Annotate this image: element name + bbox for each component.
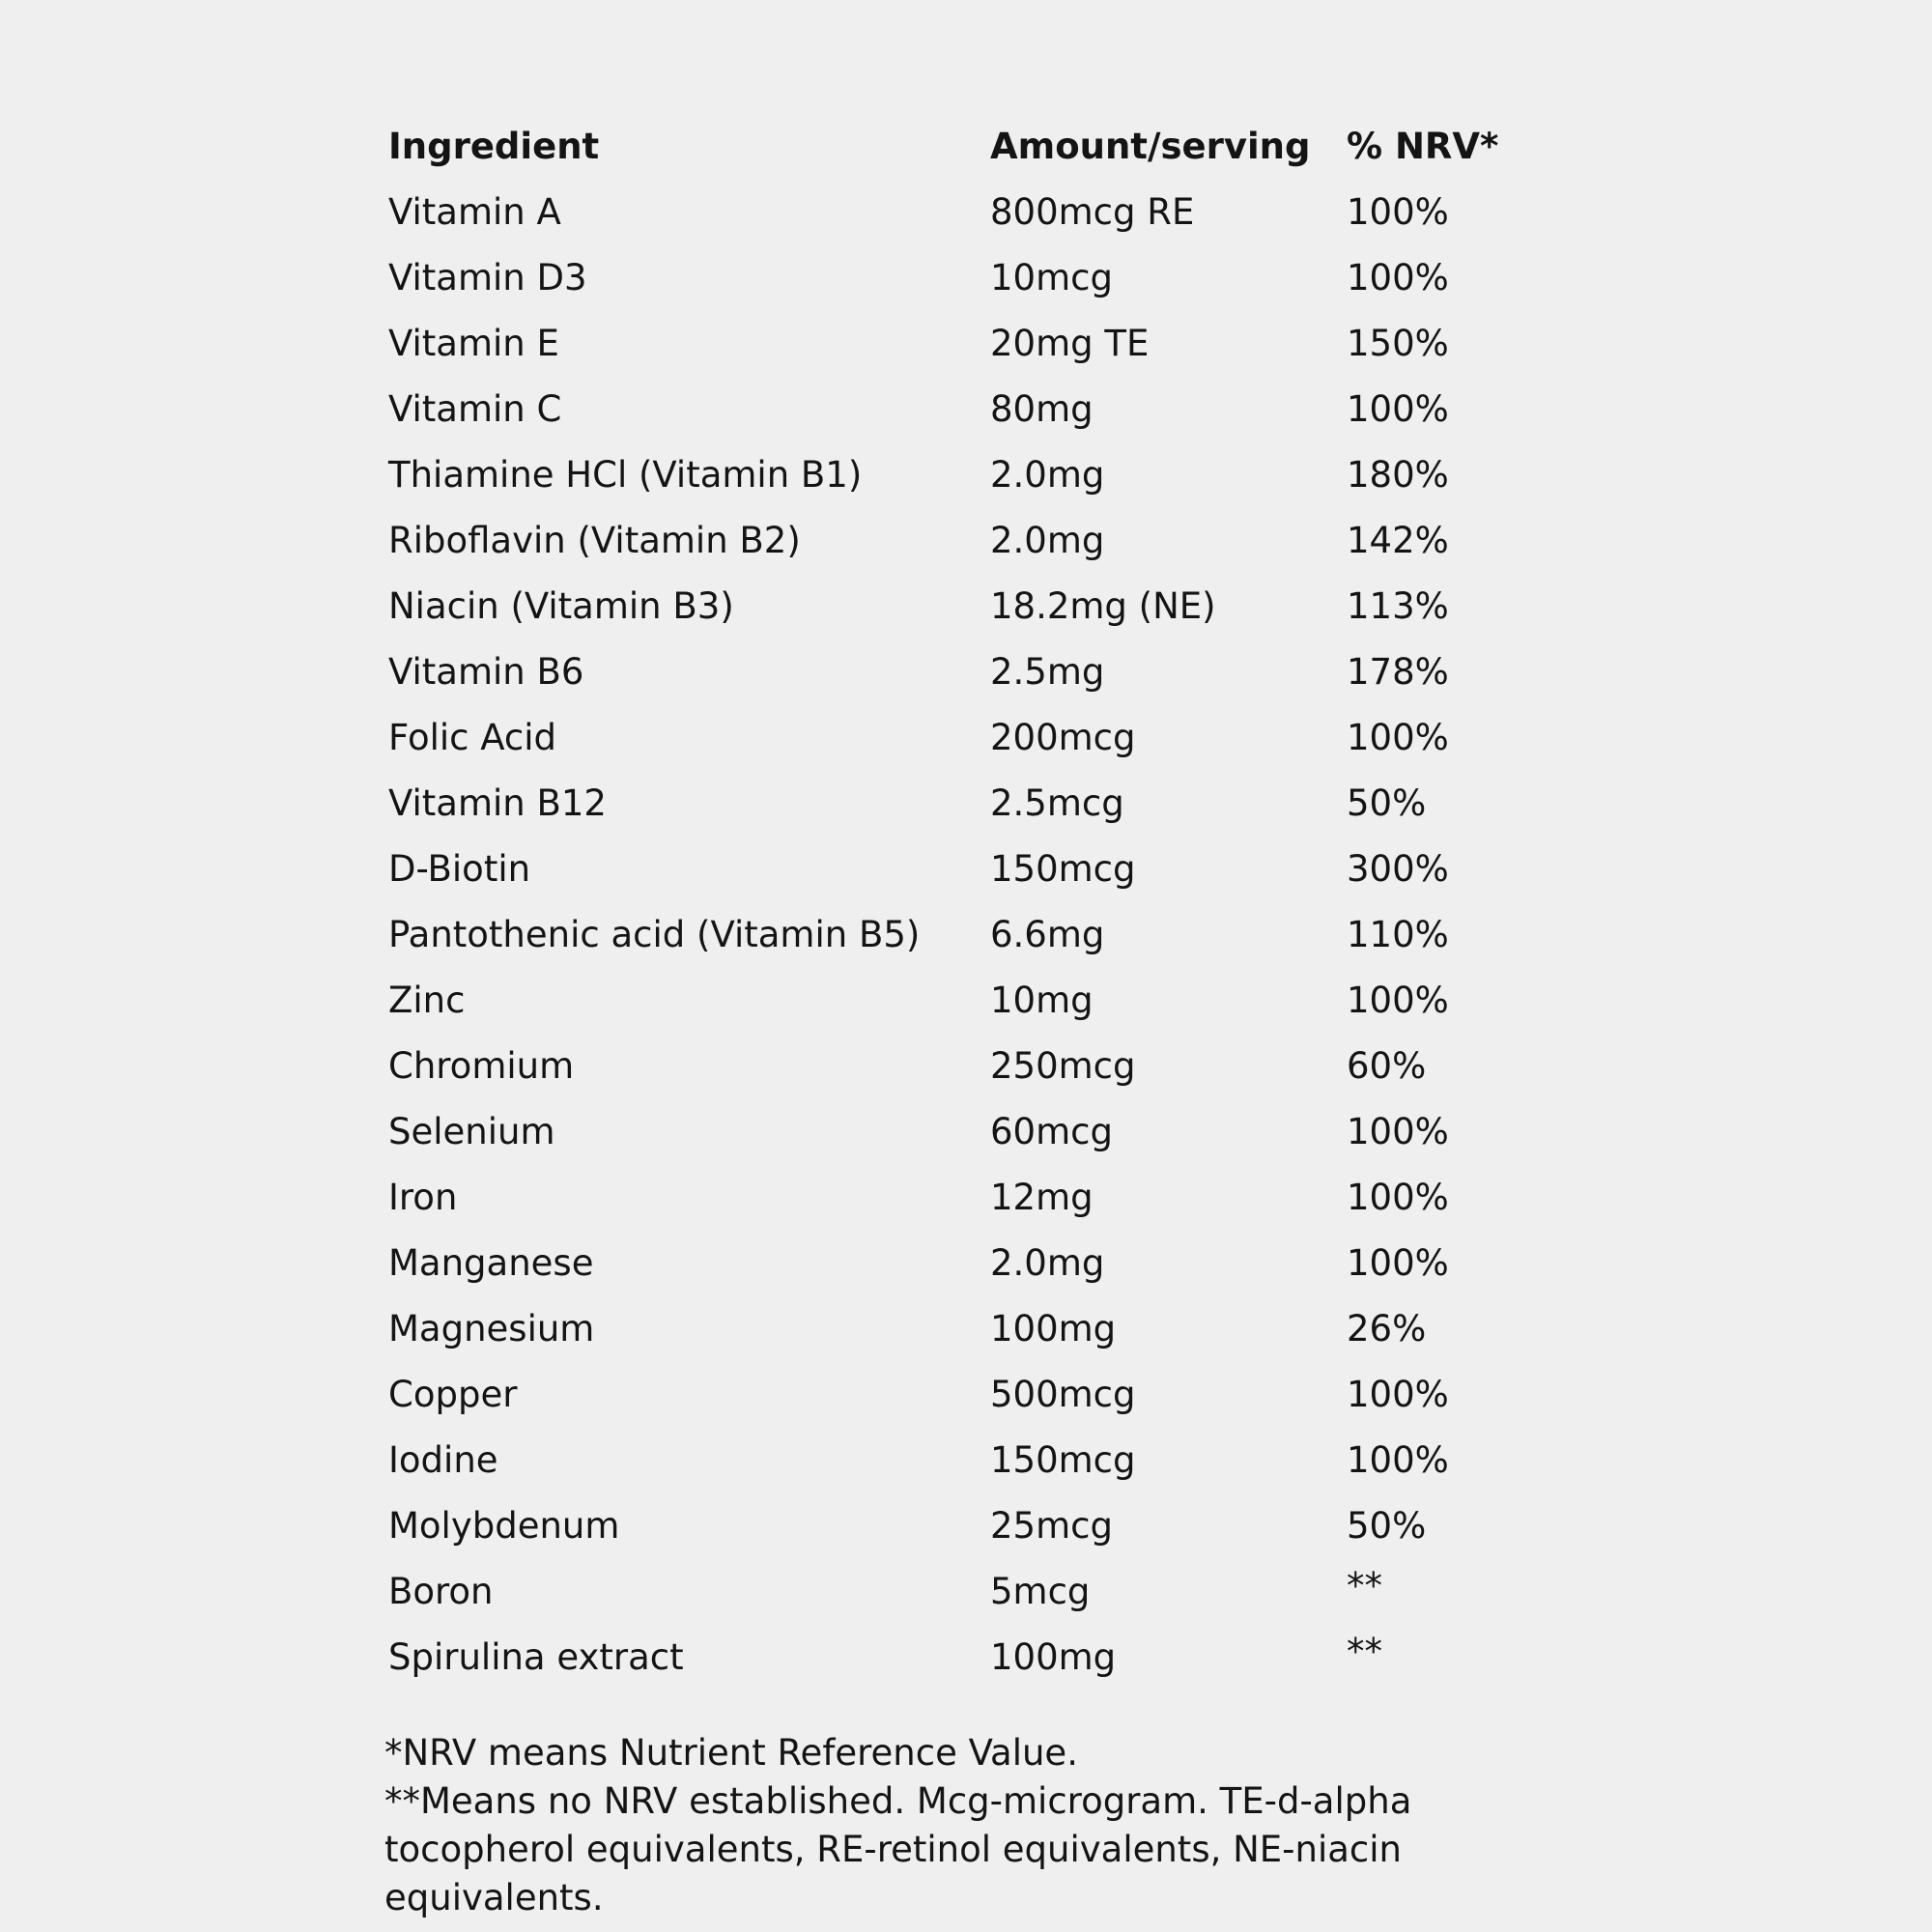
table-row <box>388 1165 1605 1231</box>
nrv-cell: 100% <box>1347 1111 1449 1152</box>
table-row <box>388 1625 1605 1690</box>
ingredient-cell: Manganese <box>388 1242 594 1284</box>
ingredient-cell: Chromium <box>388 1045 575 1087</box>
table-row <box>388 902 1605 968</box>
ingredient-cell: Zinc <box>388 980 466 1021</box>
footnote-nrv-definition: *NRV means Nutrient Reference Value. <box>384 1732 1078 1774</box>
ingredient-cell: Niacin (Vitamin B3) <box>388 585 734 627</box>
table-row <box>388 705 1605 771</box>
ingredient-cell: Vitamin E <box>388 323 559 364</box>
amount-cell: 150mcg <box>990 1439 1136 1481</box>
header-amount: Amount/serving <box>990 126 1311 167</box>
ingredient-cell: Vitamin B6 <box>388 651 584 693</box>
amount-cell: 5mcg <box>990 1571 1091 1612</box>
table-row <box>388 771 1605 837</box>
table-row <box>388 1231 1605 1296</box>
nrv-cell: 142% <box>1347 520 1449 561</box>
ingredient-cell: Vitamin B12 <box>388 782 607 824</box>
nutrition-panel <box>384 114 1605 1922</box>
amount-cell: 18.2mg (NE) <box>990 585 1216 627</box>
table-row <box>388 1099 1605 1165</box>
ingredient-cell: Vitamin D3 <box>388 257 587 298</box>
amount-cell: 250mcg <box>990 1045 1136 1087</box>
ingredient-cell: Thiamine HCl (Vitamin B1) <box>388 454 863 496</box>
amount-cell: 20mg TE <box>990 323 1150 364</box>
ingredient-cell: Boron <box>388 1571 494 1612</box>
ingredient-cell: Vitamin A <box>388 191 561 233</box>
amount-cell: 500mcg <box>990 1374 1136 1415</box>
table-header-row <box>388 114 1605 180</box>
amount-cell: 6.6mg <box>990 914 1105 955</box>
nrv-cell: 150% <box>1347 323 1449 364</box>
amount-cell: 2.5mg <box>990 651 1105 693</box>
nrv-cell: 100% <box>1347 1242 1449 1284</box>
nrv-cell: 100% <box>1347 1177 1449 1218</box>
ingredient-cell: Iron <box>388 1177 458 1218</box>
table-row <box>388 245 1605 311</box>
table-row <box>388 1428 1605 1493</box>
table-row <box>388 639 1605 705</box>
nrv-cell: 100% <box>1347 257 1449 298</box>
nrv-cell: 100% <box>1347 1439 1449 1481</box>
ingredient-cell: Iodine <box>388 1439 498 1481</box>
nrv-cell: 50% <box>1347 1505 1427 1547</box>
table-row <box>388 968 1605 1034</box>
ingredient-cell: Riboflavin (Vitamin B2) <box>388 520 801 561</box>
nrv-cell: ** <box>1347 1631 1382 1672</box>
nrv-cell: 100% <box>1347 980 1449 1021</box>
footnotes <box>384 1729 1582 1922</box>
amount-cell: 800mcg RE <box>990 191 1195 233</box>
ingredient-cell: Folic Acid <box>388 717 557 758</box>
table-row <box>388 311 1605 377</box>
ingredient-cell: Selenium <box>388 1111 555 1152</box>
header-nrv: % NRV* <box>1347 126 1499 167</box>
amount-cell: 12mg <box>990 1177 1094 1218</box>
table-row <box>388 377 1605 442</box>
nrv-cell: ** <box>1347 1565 1382 1606</box>
nrv-cell: 300% <box>1347 848 1449 890</box>
amount-cell: 2.5mcg <box>990 782 1124 824</box>
table-row <box>388 442 1605 508</box>
table-row <box>388 574 1605 639</box>
ingredient-cell: Magnesium <box>388 1308 595 1350</box>
nrv-cell: 110% <box>1347 914 1449 955</box>
nrv-cell: 100% <box>1347 717 1449 758</box>
amount-cell: 10mg <box>990 980 1094 1021</box>
table-row <box>388 180 1605 245</box>
nrv-cell: 113% <box>1347 585 1449 627</box>
nrv-cell: 26% <box>1347 1308 1427 1350</box>
ingredient-cell: D-Biotin <box>388 848 531 890</box>
nrv-cell: 60% <box>1347 1045 1427 1087</box>
ingredient-cell: Vitamin C <box>388 388 562 430</box>
amount-cell: 2.0mg <box>990 454 1105 496</box>
amount-cell: 60mcg <box>990 1111 1113 1152</box>
nrv-cell: 50% <box>1347 782 1427 824</box>
table-body <box>388 180 1605 1690</box>
ingredient-cell: Molybdenum <box>388 1505 620 1547</box>
header-ingredient: Ingredient <box>388 126 600 167</box>
amount-cell: 200mcg <box>990 717 1136 758</box>
ingredient-cell: Copper <box>388 1374 518 1415</box>
nrv-cell: 100% <box>1347 388 1449 430</box>
amount-cell: 2.0mg <box>990 1242 1105 1284</box>
footnote-abbreviations: **Means no NRV established. Mcg-microgram. TE-d-alpha tocopherol equivalents, RE-retinol equivalents, NE-niacin equivalents. <box>384 1780 1412 1918</box>
amount-cell: 2.0mg <box>990 520 1105 561</box>
table-row <box>388 837 1605 902</box>
amount-cell: 100mg <box>990 1308 1117 1350</box>
amount-cell: 100mg <box>990 1636 1117 1678</box>
nutrition-table <box>388 114 1605 1690</box>
table-row <box>388 1034 1605 1099</box>
nrv-cell: 180% <box>1347 454 1449 496</box>
amount-cell: 25mcg <box>990 1505 1113 1547</box>
table-row <box>388 1559 1605 1625</box>
nrv-cell: 178% <box>1347 651 1449 693</box>
ingredient-cell: Spirulina extract <box>388 1636 684 1678</box>
amount-cell: 80mg <box>990 388 1094 430</box>
amount-cell: 150mcg <box>990 848 1136 890</box>
nrv-cell: 100% <box>1347 1374 1449 1415</box>
table-row <box>388 1296 1605 1362</box>
amount-cell: 10mcg <box>990 257 1113 298</box>
table-row <box>388 1493 1605 1559</box>
nrv-cell: 100% <box>1347 191 1449 233</box>
table-row <box>388 508 1605 574</box>
table-row <box>388 1362 1605 1428</box>
ingredient-cell: Pantothenic acid (Vitamin B5) <box>388 914 921 955</box>
